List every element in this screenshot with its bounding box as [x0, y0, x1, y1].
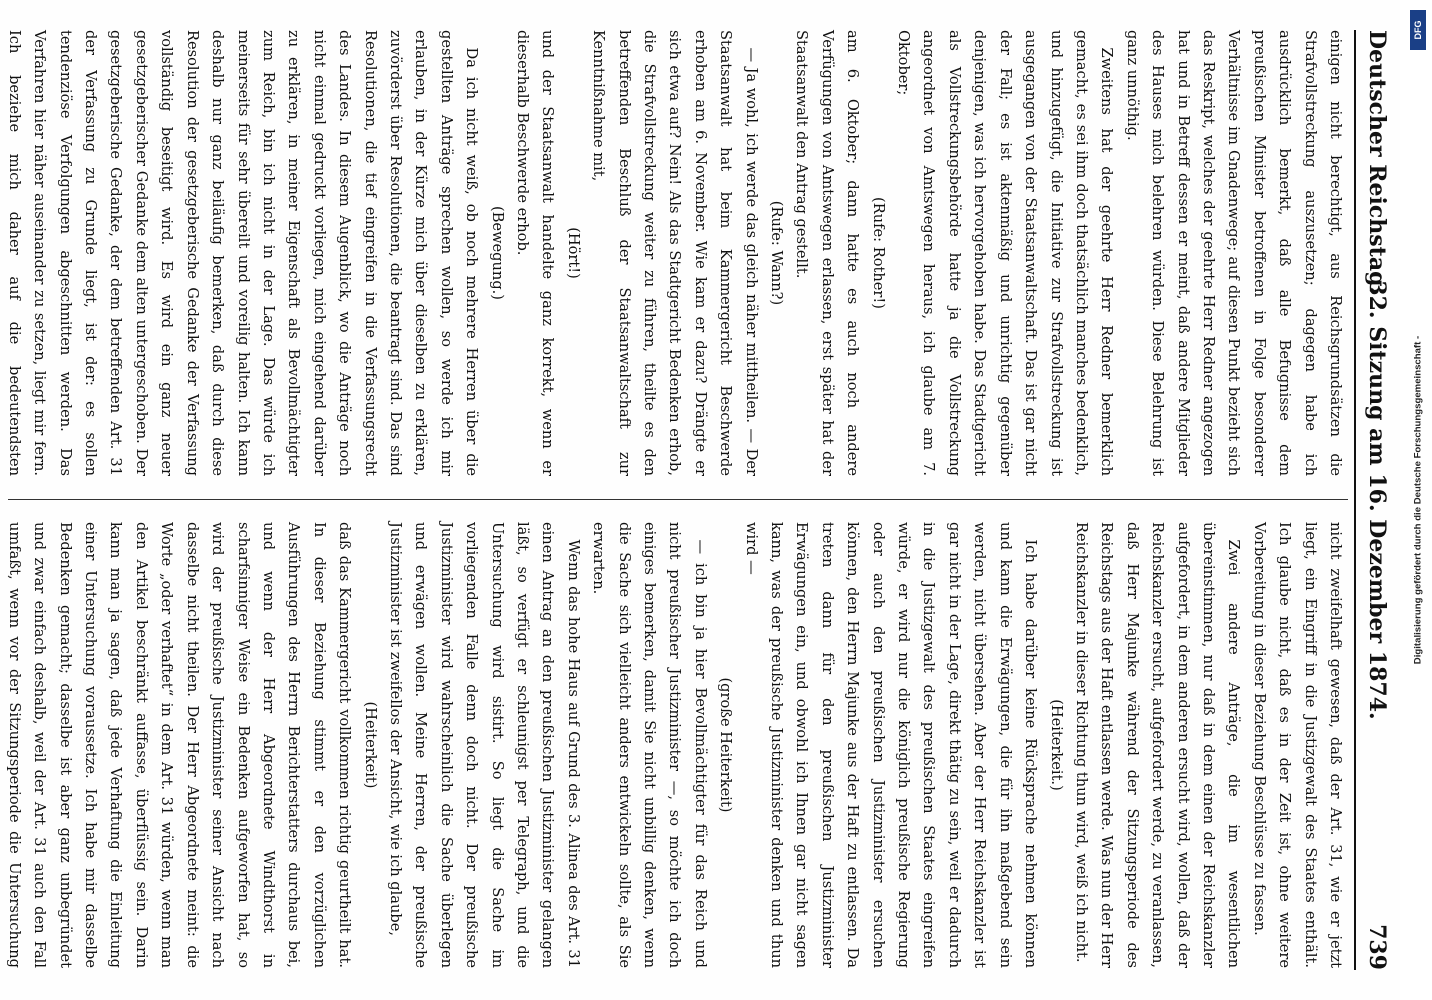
stage-direction: (Heiterkeit) — [361, 701, 379, 789]
header-publication: Deutscher Reichstag. — [1364, 30, 1390, 295]
dfg-credit-text: Digitalisierung gefördert durch die Deutsche Forschungsgemeinschaft - — [1412, 335, 1424, 665]
stage-direction: (Rufe: Rother!) — [869, 197, 887, 309]
right-column — [5, 522, 1348, 968]
column-divider — [8, 499, 1348, 500]
page-number: 739 — [1364, 924, 1390, 970]
paragraph: Da ich nicht weiß, ob noch mehrere Herren über die gestellten Anträge sprechen wollen, so werde ich mir erlauben, in der Kürze mich über dieselben zu erklären, zuvörderst über Resolutionen, die beantragt sind. Das sind Resolutionen, die tief eingreifen in die Verfassungsrecht des Landes. In diesem Augenblick, wo die Anträge noch nicht einmal gedruckt vorliegen, mich eingehend darüber zu erklären, in meiner Eigenschaft als Bevollmächtigter zum Reich, bin ich nicht in der Lage. Das würde ich meinerseits für sehr übereilt und voreilig halten. Ich kann deshalb nur ganz beiläufig bemerken, daß durch diese Resolution der gesetzgeberische Gedanke der Verfassung vollständig beseitigt wird. Es wird ein ganz neuer gesetzgeberischer Gedanke dem alten untergeschoben. Der gesetzgeberische Gedanke, der dem betreffenden Art. 31 der Verfassung zu Grunde liegt, ist der: es sollen tendenziöse Verfolgungen abgeschnitten werden. Das Verfahren hier näher auseinander zu setzen, liegt mir fern. Ich beziehe mich daher auf die bedeutendsten — [5, 30, 481, 476]
paragraph: — ich bin ja hier Bevollmächtigter für das Reich und nicht preußischer Justizminister —, so möchte ich doch einiges bemerken, damit Sie nicht unbillig denken, wenn die Sache sich vielleicht anders entwickeln sollte, als Sie erwarten. — [590, 522, 709, 968]
paragraph: Zwei andere Anträge, die im wesentlichen übereinstimmen, nur daß in dem einen der Reichskanzler aufgefordert, in dem anderen ersucht wird, wollen, daß der Reichskanzler ersucht, aufgefordert werde, zu veranlassen, daß Herr Majunke während der Sitzungsperiode des Reichstags aus der Haft entlassen werde. Was nun der Herr Reichskanzler in dieser Richtung thun wird, weiß ich nicht. — [1072, 522, 1243, 968]
running-head — [1354, 30, 1396, 970]
stage-direction: (große Heiterkeit) — [717, 677, 735, 813]
paragraph: nicht zweifelhaft gewesen, daß der Art. 31, wie er jetzt liegt, ein Eingriff in die Justizgewalt des Staates enthält. Ich glaube nicht, daß es in der Zeit ist, ohne weitere Vorbereitung in dieser Beziehung Beschlüsse zu fassen. — [1250, 522, 1344, 968]
paragraph: Wenn das hohe Haus auf Grund des 3. Alinea des Art. 31 einen Antrag an den preußischen Justizminister gelangen läßt, so verfügt er schleunigst per Telegraph, und die Untersuchung wird sistirt. So liegt die Sache im vorliegenden Falle denn doch nicht. Der preußische Justizminister wird wahrscheinlich die Sache überlegen und erwägen wollen. Meine Herren, der preußische Justizminister ist zweifellos der Ansicht, wie ich glaube, — [386, 522, 582, 968]
paragraph: einigen nicht berechtigt, aus Reichsgrundsätzen die Strafvollstreckung auszusetzen; dagegen habe ich ausdrücklich bemerkt, daß alle Befugnisse dem preußischen Minister betroffenen in Folge besonderer Verhältnisse im Gnadenwege; auf diesen Punkt bezieht sich das Reskript, welches der geehrte Herr Redner angezogen hat und in Betreff dessen er meint, daß andere Mitglieder des Hauses mich belehren würden. Diese Belehrung ist ganz unnöthig. — [1123, 30, 1344, 476]
left-column — [5, 30, 1348, 476]
stage-direction: (Bewegung.) — [488, 206, 506, 300]
stage-direction: (Hört!) — [564, 227, 582, 279]
dfg-logo-text: DFG — [1413, 20, 1423, 40]
paragraph: Ich habe darüber keine Rücksprache nehmen können und kann die Erwägungen, die für ihn maßgebend sein werden, nicht übersehen. Aber der Herr Reichskanzler ist gar nicht in der Lage, direkt thätig zu sein, weil er dadurch in die Justizgewalt des preußischen Staates eingreifen würde, er wird nur die königlich preußische Regierung oder auch den preußischen Justizminister ersuchen können, den Herrn Majunke aus der Haft zu entlassen. Da treten dann für den preußischen Justizminister Erwägungen ein, und obwohl ich Ihnen gar nicht sagen kann, was der preußische Justizminister denken und thun wird — — [742, 522, 1040, 968]
header-session: 32. Sitzung am 16. Dezember 1874. — [1364, 280, 1390, 720]
dfg-credit-strip — [1404, 0, 1432, 1000]
dfg-logo — [1410, 10, 1426, 50]
paragraph: Zweitens hat der geehrte Herr Redner bemerklich gemacht, es sei ihm doch thatsächlich manches bedenklich, und hinzugefügt, die Initiative zur Strafvollstreckung ist ausgegangen von der Staatsanwaltschaft. Das ist gar nicht der Fall; es ist aktenmäßig und unrichtig gegenüber denjenigen, was ich hervorgehoben habe. Das Stadtgericht als Vollstreckungsbehörde hatte ja die Vollstreckung angeordnet von Amtswegen heraus, ich glaube am 7. Oktober; — [895, 30, 1116, 476]
paragraph: daß das Kammergericht vollkommen richtig geurtheilt hat. In dieser Beziehung stimmt er den vorzüglichen Ausführungen des Herrn Berichterstatters durchaus bei, und wenn der Herr Abgeordnete Windthorst in scharfsinniger Weise ein Bedenken aufgeworfen hat, so wird der preußische Justizminister seiner Ansicht nach dasselbe nicht theilen. Der Herr Abgeordnete meint: die Worte „oder verhaftet“ in dem Art. 31 würden, wenn man den Artikel beschränkt auffasse, überflüssig sein. Darin kann man ja sagen, daß jede Verhaftung die Einleitung einer Untersuchung voraussetze. Ich habe mir dasselbe Bedenken gemacht; dasselbe ist aber ganz unbegründet und zwar einfach deshalb, weil der Art. 31 auch den Fall umfaßt, wenn vor der Sitzungsperiode die Untersuchung — [5, 522, 354, 968]
paragraph: am 6. Oktober; dann hatte es auch noch andere Verfügungen von Amtswegen erlassen, erst später hat der Staatsanwalt den Antrag gestellt. — [793, 30, 862, 476]
paragraph: — Ja wohl, ich werde das gleich näher mittheilen. — Der Staatsanwalt hat beim Kammergericht Beschwerde erhoben am 6. November. Wie kam er dazu? Drängte er sich etwa auf? Nein! Als das Stadtgericht Bedenken erhob, die Strafvollstreckung weiter zu führen, theilte es den betreffenden Beschluß der Staatsanwaltschaft zur Kenntnißnahme mit, — [590, 30, 760, 476]
paragraph: und der Staatsanwalt handelte ganz korrekt, wenn er dieserhalb Beschwerde erhob. — [514, 30, 557, 476]
stage-direction: (Rufe: Wann?) — [768, 200, 786, 306]
stage-direction: (Heiterkeit.) — [1047, 699, 1065, 791]
